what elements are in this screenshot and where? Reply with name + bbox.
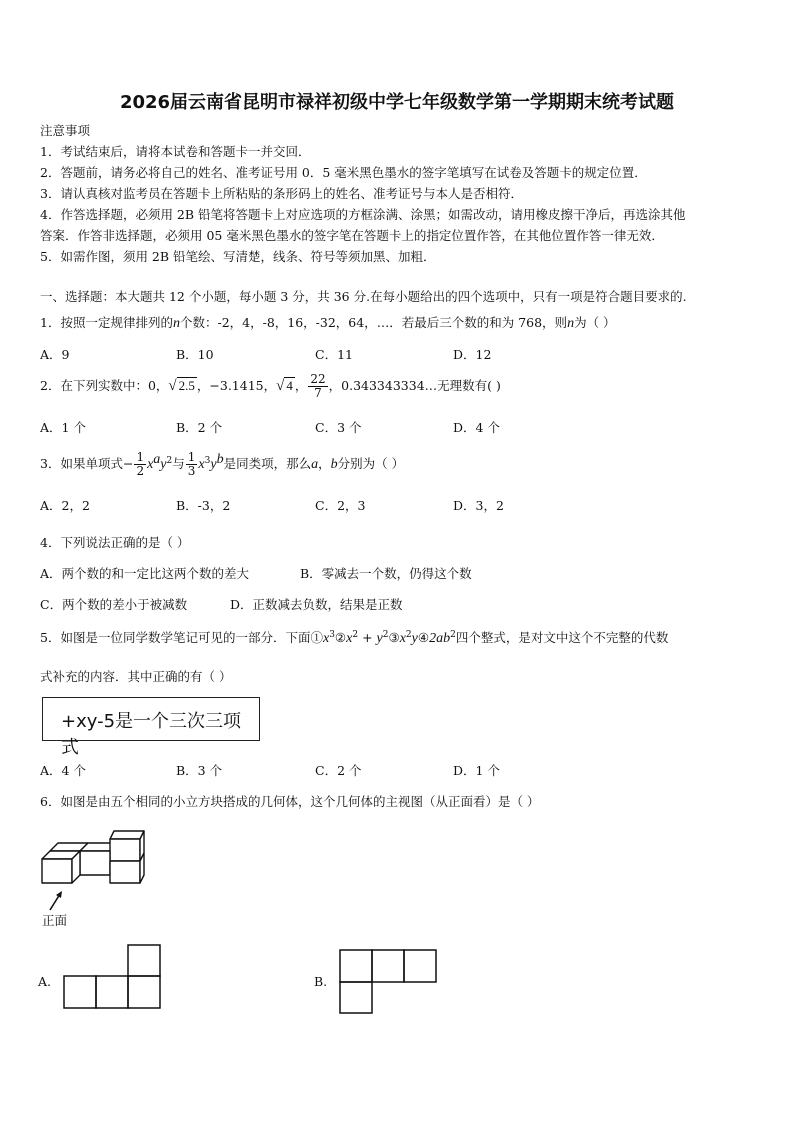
option-c: C．2 个 <box>315 763 362 778</box>
notice-item: 2．答题前，请务必将自己的姓名、准考证号用 0．5 毫米黑色墨水的签字笔填写在试卷及答题卡的规定位置． <box>40 165 647 180</box>
option-c: C．2，3 <box>315 498 366 513</box>
option-d: D．4 个 <box>453 420 500 435</box>
cube-stack-figure <box>38 825 150 897</box>
front-arrow-icon <box>44 890 70 912</box>
question-1: 1．按照一定规律排列的n个数：-2，4，-8，16，-32，64，…．若最后三个数的和为 768，则n为（ ） <box>40 315 616 331</box>
section-heading: 一、选择题：本大题共 12 个小题，每小题 3 分，共 36 分.在每小题给出的四个选项中，只有一项是符合题目要求的. <box>40 289 687 304</box>
notice-heading: 注意事项 <box>40 123 91 138</box>
option-b: B．10 <box>176 347 214 362</box>
notice-item: 4．作答选择题，必须用 2B 铅笔将答题卡上对应选项的方框涂满、涂黑；如需改动，请用橡皮擦干净后，再选涂其他 <box>40 207 686 222</box>
option-a: A．4 个 <box>40 763 86 778</box>
front-label: 正面 <box>42 913 68 928</box>
question-5-line2: 式补充的内容．其中正确的有（ ） <box>40 669 232 684</box>
option-a: A．两个数的和一定比这两个数的差大 <box>40 566 250 581</box>
option-b: B．2 个 <box>176 420 223 435</box>
option-b: B．零减去一个数，仍得这个数 <box>300 566 472 581</box>
option-d: D．1 个 <box>453 763 500 778</box>
option-c: C．两个数的差小于被减数 <box>40 597 188 612</box>
page-title: 2026届云南省昆明市禄祥初级中学七年级数学第一学期期末统考试题 <box>119 92 675 113</box>
option-a: A．1 个 <box>40 420 86 435</box>
notice-item: 答案．作答非选择题，必须用 05 毫米黑色墨水的签字笔在答题卡上的指定位置作答，在其他位置作答一律无效． <box>40 228 664 243</box>
question-6: 6．如图是由五个相同的小立方块搭成的几何体，这个几何体的主视图（从正面看）是（ ） <box>40 794 540 809</box>
question-4: 4．下列说法正确的是（ ） <box>40 535 190 550</box>
option-c: C．11 <box>315 347 353 362</box>
option-b: B. <box>314 974 328 989</box>
option-c: C．3 个 <box>315 420 362 435</box>
question-2: 2．在下列实数中：0，√ 2.5 ，−3.1415，√ 4 ， $\frac{22}{7}$ ，0.343343334…无理数有( ) <box>40 372 501 400</box>
option-b: B．-3，2 <box>176 498 231 513</box>
note-fragment-text: +xy-5是一个三次三项式 <box>61 711 242 758</box>
option-d: D．正数减去负数，结果是正数 <box>230 597 403 612</box>
option-a: A. <box>38 974 52 989</box>
option-a: A．2，2 <box>40 498 90 513</box>
option-b: B．3 个 <box>176 763 223 778</box>
option-b-view <box>339 949 439 1015</box>
note-fragment-box <box>42 697 260 758</box>
question-3: 3．如果单项式− $\frac{1}{2}$ $x^ay^2$与 $\frac{1}{3}$ $x^3y^b$是同类项，那么a，b分别为（ ） <box>40 450 405 479</box>
option-a-view <box>63 944 161 1010</box>
option-a: A．9 <box>40 347 70 362</box>
notice-item: 3．请认真核对监考员在答题卡上所粘贴的条形码上的姓名、准考证号与本人是否相符． <box>40 186 523 201</box>
notice-item: 1．考试结束后，请将本试卷和答题卡一并交回． <box>40 144 311 159</box>
notice-item: 5．如需作图，须用 2B 铅笔绘、写清楚，线条、符号等须加黑、加粗． <box>40 249 436 264</box>
option-d: D．3，2 <box>453 498 504 513</box>
question-5: 5．如图是一位同学数学笔记可见的一部分．下面$①x^3②x^2$ + $y^2③x^2y④2ab^2$四个整式，是对文中这个不完整的代数 <box>40 629 669 646</box>
option-d: D．12 <box>453 347 492 362</box>
